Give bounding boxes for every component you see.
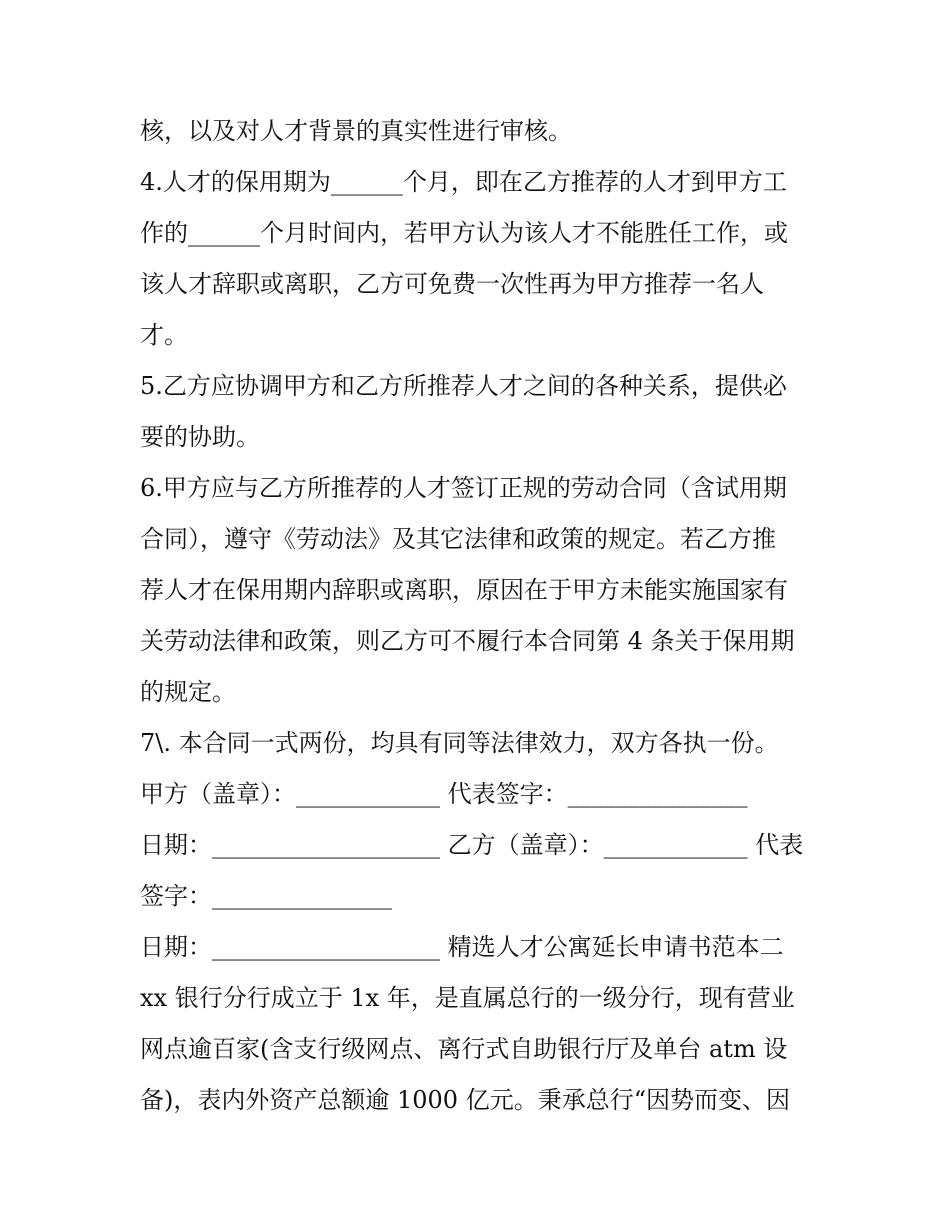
signature-line-party-a: 甲方（盖章）：____________ 代表签字：_______________ xyxy=(140,780,748,808)
text-line: 的规定。 xyxy=(140,678,236,706)
text-line: 6.甲方应与乙方所推荐的人才签订正规的劳动合同（含试用期 xyxy=(140,474,787,502)
text-line: 作的______个月时间内，若甲方认为该人才不能胜任工作，或 xyxy=(140,219,788,247)
text-line: 关劳动法律和政策，则乙方可不履行本合同第 4 条关于保用期 xyxy=(140,627,795,655)
text-line: 备)，表内外资产总额逾 1000 亿元。秉承总行“因势而变、因 xyxy=(140,1086,790,1114)
signature-line-representative: 签字：_______________ xyxy=(140,882,392,910)
text-line: 核，以及对人才背景的真实性进行审核。 xyxy=(140,117,572,145)
text-line: 合同），遵守《劳动法》及其它法律和政策的规定。若乙方推 xyxy=(140,525,776,553)
text-line: 荐人才在保用期内辞职或离职，原因在于甲方未能实施国家有 xyxy=(140,576,788,604)
signature-line-date-party-b: 日期：___________________ 乙方（盖章）：____________ 代表 xyxy=(140,831,804,859)
text-line: 5.乙方应协调甲方和乙方所推荐人才之间的各种关系，提供必 xyxy=(140,372,787,400)
text-line: xx 银行分行成立于 1x 年，是直属总行的一级分行，现有营业 xyxy=(140,984,795,1012)
text-line: 要的协助。 xyxy=(140,423,260,451)
text-line: 网点逾百家(含支行级网点、离行式自助银行厅及单台 atm 设 xyxy=(140,1035,788,1063)
text-line: 7\. 本合同一式两份，均具有同等法律效力，双方各执一份。 xyxy=(140,729,779,757)
text-line: 4.人才的保用期为______个月，即在乙方推荐的人才到甲方工 xyxy=(140,168,787,196)
text-line: 才。 xyxy=(140,321,188,349)
document-body xyxy=(140,106,820,1126)
signature-line-date-title: 日期：___________________ 精选人才公寓延长申请书范本二 xyxy=(140,933,784,961)
text-line: 该人才辞职或离职，乙方可免费一次性再为甲方推荐一名人 xyxy=(140,270,764,298)
